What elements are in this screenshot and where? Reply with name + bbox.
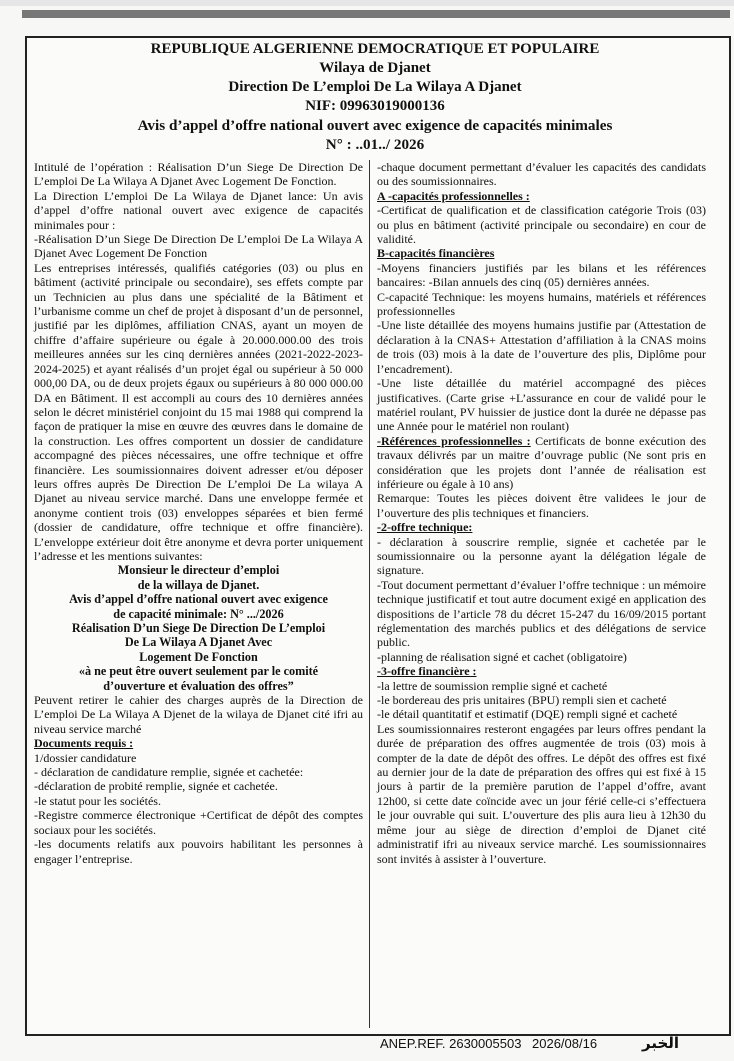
envelope-mentions (34, 563, 363, 693)
references-paragraph (377, 434, 706, 492)
financial-offer-item: -le détail quantitatif et estimatif (DQE) rempli signé et cacheté (377, 707, 678, 722)
professional-capacities-heading: A -capacités professionnelles : (377, 188, 530, 203)
operation-title: Intitulé de l’opération : Réalisation D’un Siege De Direction De L’emploi De La Wilaya A Djanet Avec Logement De Fonction. (34, 160, 363, 189)
technical-offer-item: - déclaration à souscrire remplie, signée et cachetée par le soumissionnaire ou la personne ayant la délégation légale de signature. (377, 534, 706, 578)
capacity-intro: -chaque document permettant d’évaluer les capacités des candidats ou des soumissionnaires. (377, 160, 706, 189)
doc-item: - déclaration de candidature remplie, signée et cachetée: (34, 765, 304, 780)
mention-line: Logement De Fonction (139, 649, 258, 664)
specifications-paragraph: Peuvent retirer le cahier des charges auprès de la Direction de L’emploi De La Wilaya A Djenet de la wilaya de Djanet cité ifri au niveau service marché (34, 693, 363, 736)
anep-reference: ANEP.REF. 2630005503 (380, 1036, 522, 1051)
technical-capacity-item: C-capacité Technique: les moyens humains, matériels et références professionnelles (377, 289, 706, 319)
republic-title: REPUBLIQUE ALGERIENNE DEMOCRATIQUE ET POPULAIRE (150, 41, 600, 57)
publication-date: 2026/08/16 (532, 1036, 598, 1051)
top-rule (22, 10, 730, 18)
doc-item: -déclaration de probité remplie, signée et cachetée. (34, 779, 278, 794)
right-column (377, 160, 706, 866)
financial-item: -Moyens financiers justifiés par les bilans et les références bancaires: -Bilan annuels des cinq (05) dernières années. (377, 260, 706, 290)
financial-capacities-heading: B-capacités financières (377, 246, 495, 261)
direction-title: Direction De L’emploi De La Wilaya A Djanet (228, 79, 522, 95)
mention-line: Monsieur le directeur d’emploi (117, 563, 280, 578)
technical-offer-heading: -2-offre technique: (377, 520, 473, 535)
wilaya-title: Wilaya de Djanet (319, 60, 431, 76)
mention-line: «à ne peut être ouvert seulement par le comité (78, 664, 319, 679)
technical-offer-item: -Tout document permettant d’évaluer l’offre technique : un mémoire technique justificatif et tout autre document exigé en application des dispositions de l’article 78 du décret 15-247 du 16/09/2015 portant réglementation des marchés publics et des délégations de service public. (377, 577, 706, 650)
left-column (34, 160, 363, 866)
notice-header (30, 40, 720, 154)
doc-item: 1/dossier candidature (34, 750, 137, 765)
doc-item: -Registre commerce électronique +Certificat de dépôt des comptes sociaux pour les sociétés. (34, 808, 363, 837)
mention-line: Réalisation D’un Siege De Direction De L’emploi (71, 621, 326, 635)
financial-offer-item: -le bordereau des pris unitaires (BPU) rempli sien et cacheté (377, 693, 667, 708)
mention-line: Avis d’appel d’offre national ouvert avec exigence (69, 592, 328, 607)
human-means-item: -Une liste détaillée des moyens humains justifie par (Attestation de déclaration à la CNAS+ Attestation d’affiliation à la CNAS moins de trois (03) mois à la date de l’ouverture des plis, Diplôme pour l’encadrement). (377, 318, 706, 376)
notice-number: N° : ..01../ 2026 (325, 136, 425, 153)
closing-paragraph: Les soumissionnaires resteront engagées par leurs offres pendant la durée de préparation des offres augmentée de trois (03) mois à compter de la date de dépôt des offres. Le dépôt des offres est fixé au dernier jour de la date de préparation des offres qui est fixé à 15 jours à partir de la première parution de l’appel d’offre, avant 12h00, si cette date coïncide avec un jour férié celle-ci s’effectuera le jour ouvrable qui suit. L’ouverture des plis aura lieu à 12h30 du même jour au siège de direction d’emploi de Djanet cité administratif ifri au niveaux service marché. Les soumissionnaires sont invités à assister à l’ouverture. (377, 721, 706, 866)
doc-item: -le statut pour les sociétés. (34, 793, 161, 808)
professional-capacity-item: -Certificat de qualification et de classification catégorie Trois (03) ou plus en bâtiment (activité principale ou secondaire) en cour de validité. (377, 203, 706, 247)
financial-offer-item: -la lettre de soumission remplie signé et cacheté (377, 678, 608, 693)
column-divider (369, 160, 370, 1028)
top-strip (0, 0, 734, 6)
documents-required-heading: Documents requis : (34, 736, 134, 751)
project-line: -Réalisation D’un Siege De Direction De L’emploi De La Wilaya A Djanet Avec Logement De Fonction (34, 232, 363, 261)
mention-line: De La Wilaya A Djanet Avec (124, 635, 273, 650)
launch-paragraph: La Direction L’emploi De La Wilaya de Djanet lance: Un avis d’appel d’offre national ouvert avec exigence de capacités minimales pour : (34, 188, 363, 232)
mention-line: d’ouverture et évaluation des offres” (103, 678, 294, 693)
technical-offer-item: -planning de réalisation signé et cachet (obligatoire) (377, 649, 627, 664)
doc-item: -les documents relatifs aux pouvoirs habilitant les personnes à engager l’entreprise. (34, 837, 363, 866)
remark: Remarque: Toutes les pièces doivent être validees le jour de l’ouverture des plis techniques et financiers. (377, 491, 706, 520)
notice-title: Avis d’appel d’offre national ouvert avec exigence de capacités minimales (137, 117, 613, 134)
mention-line: de la willaya de Djanet. (137, 577, 260, 592)
mention-line: de capacité minimale: N° .../2026 (113, 606, 284, 621)
references-text: Certificats de bonne exécution des travaux délivrés par un maitre d’ouvrage public (Ne sont pris en considération que les projets dont l’année de réalisation est inférieure ou égale à 10 ans) (377, 433, 707, 491)
eligibility-paragraph: Les entreprises intéressés, qualifiés catégories (03) ou plus en bâtiment (activité principale ou secondaire), ses effets compte par un Technicien au plus dans une spécialité de la Bâtiment et l’urbanisme comme un chef de projet à disposant d’un de personnel, justifié par les diplômes, affiliation CNAS, ayant un moyen de chiffre d’affaire supérieure ou égale à 20.000.000.00 des trois meilleures années sur les cinq dernières années (2021-2022-2023-2024-2025) et ayant réalisés d’un projet égal ou supérieur à 50 000 000,00 DA, ou de deux projets égaux ou supérieurs à 80 000 000.00 DA en Bâtiment. Il est accompli au cours des 10 dernières années selon le décret ministériel conjoint du 15 mai 1988 qui comprend la façon de pratiquer la mise en œuvre des œuvres dans le domaine de la construction. Les offres comportent un dossier de candidature accompagné des pièces nécessaires, une offre technique et offre financière. Les soumissionnaires doivent adresser et/ou déposer leurs offres auprès De Direction De L’emploi De La wilaya A Djanet au niveau service marché. Dans une enveloppe fermée et anonyme contient trois (03) enveloppes séparées et bien fermé (dossier de candidature, offre technique et offre financière). L’enveloppe extérieur doit être anonyme et devra porter uniquement l’adresse et les mentions suivantes: (34, 260, 363, 563)
financial-offer-heading: -3-offre financière : (377, 664, 477, 679)
references-heading: -Références professionnelles : (377, 433, 531, 448)
newspaper-logo: الخبر (642, 1034, 680, 1052)
nif-number: NIF: 09963019000136 (305, 98, 445, 114)
equipment-item: -Une liste détaillée du matériel accompagné des pièces justificatives. (Carte grise +L’assurance en cour de validé pour le matériel roulant, PV huissier de justice dont la durée ne dépasse pas une Année pour le matériel non roulant) (377, 376, 706, 434)
